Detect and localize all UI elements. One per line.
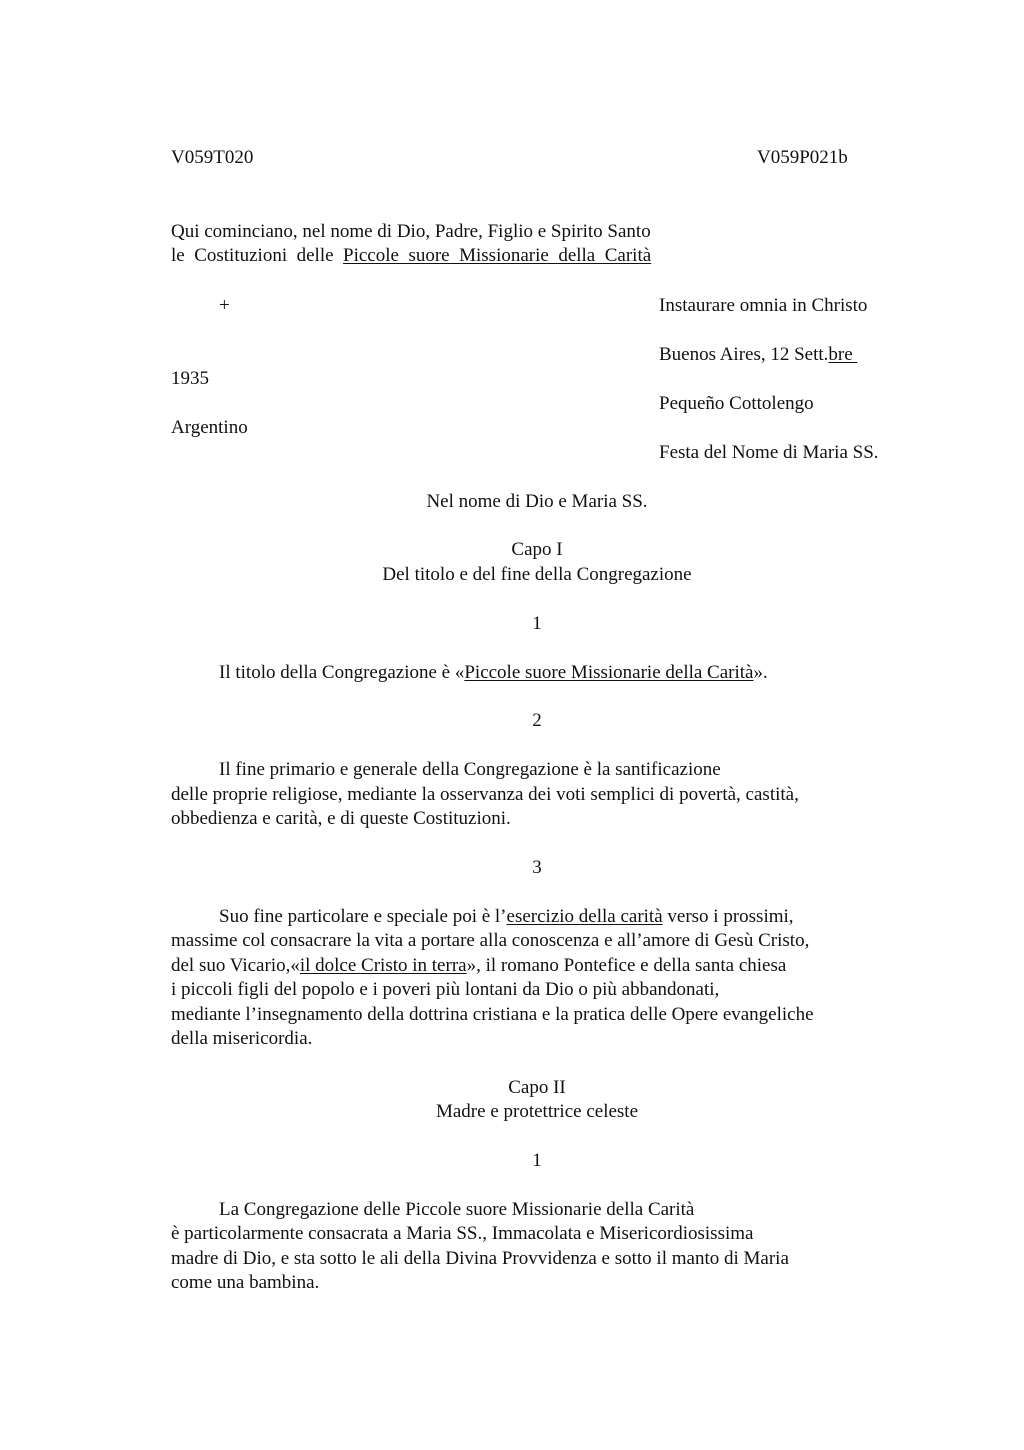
chapter-2-article-1-number: 1: [532, 1150, 542, 1171]
chapter-1-article-3-line-1: [219, 905, 794, 929]
chapter-2-title: Madre e protettrice celeste: [435, 1101, 639, 1122]
article-3-underlined-quote: il dolce Cristo in terra: [299, 955, 467, 976]
chapter-2-article-1-line-1: La Congregazione delle Piccole suore Missionarie della Carità: [219, 1199, 695, 1220]
chapter-2-article-1-line-2: è particolarmente consacrata a Maria SS., Immacolata e Misericordiosissima: [171, 1223, 754, 1244]
document-code-left: V059T020: [171, 147, 254, 168]
feast: Festa del Nome di Maria SS.: [659, 442, 879, 463]
chapter-2-heading: Capo II: [508, 1077, 566, 1098]
intro-line-1: Qui cominciano, nel nome di Dio, Padre, Figlio e Spirito Santo: [171, 221, 651, 242]
intro-line-2-prefix: le Costituzioni delle: [171, 245, 344, 266]
place-date: [659, 343, 857, 367]
article-3-line-1-before: Suo fine particolare e speciale poi è l’: [219, 906, 507, 927]
congregation-name-underlined: Piccole suore Missionarie della Carità: [343, 245, 652, 266]
chapter-1-article-2-line-1: Il fine primario e generale della Congregazione è la santificazione: [219, 759, 721, 780]
chapter-1-article-3-line-2: massime col consacrare la vita a portare alla conoscenza e all’amore di Gesù Cristo,: [171, 930, 810, 951]
place-date-superscript: bre: [828, 344, 858, 365]
cross-symbol: +: [219, 295, 230, 316]
article-1-underlined: Piccole suore Missionarie della Carità: [464, 662, 754, 683]
article-3-line-1-after: verso i prossimi,: [662, 906, 794, 927]
chapter-1-heading: Capo I: [511, 539, 563, 560]
chapter-1-article-3-line-4: i piccoli figli del popolo e i poveri più lontani da Dio o più abbandonati,: [171, 979, 720, 1000]
chapter-1-article-3-number: 3: [532, 857, 542, 878]
invocation: Nel nome di Dio e Maria SS.: [426, 491, 648, 512]
chapter-1-article-3-line-5: mediante l’insegnamento della dottrina cristiana e la pratica delle Opere evangeliche: [171, 1004, 814, 1025]
chapter-1-article-3-line-6: della misericordia.: [171, 1028, 313, 1049]
chapter-1-article-2-line-3: obbedienza e carità, e di queste Costituzioni.: [171, 808, 511, 829]
chapter-2-article-1-line-4: come una bambina.: [171, 1272, 320, 1293]
chapter-1-article-1-number: 1: [532, 613, 542, 634]
chapter-1-article-1-text: [219, 661, 768, 685]
chapter-2-article-1-line-3: madre di Dio, e sta sotto le ali della Divina Provvidenza e sotto il manto di Maria: [171, 1248, 789, 1269]
article-3-underlined-charity: esercizio della carità: [506, 906, 663, 927]
article-3-line-3-before: del suo Vicario,«: [171, 955, 300, 976]
chapter-1-article-2-line-2: delle proprie religiose, mediante la osservanza dei voti semplici di povertà, castità,: [171, 784, 799, 805]
country: Argentino: [171, 417, 248, 438]
motto: Instaurare omnia in Christo: [659, 295, 868, 316]
place-date-text: Buenos Aires, 12 Sett.: [659, 344, 829, 365]
article-1-text-before: Il titolo della Congregazione è «: [219, 662, 465, 683]
article-3-line-3-after: », il romano Pontefice e della santa chiesa: [466, 955, 787, 976]
intro-line-2: [171, 244, 651, 268]
chapter-1-article-3-line-3: [171, 954, 786, 978]
article-1-text-after: ».: [753, 662, 768, 683]
chapter-1-title: Del titolo e del fine della Congregazione: [382, 564, 692, 585]
institution: Pequeño Cottolengo: [659, 393, 814, 414]
chapter-1-article-2-number: 2: [532, 710, 542, 731]
document-code-right: V059P021b: [757, 147, 848, 168]
year: 1935: [171, 368, 209, 389]
